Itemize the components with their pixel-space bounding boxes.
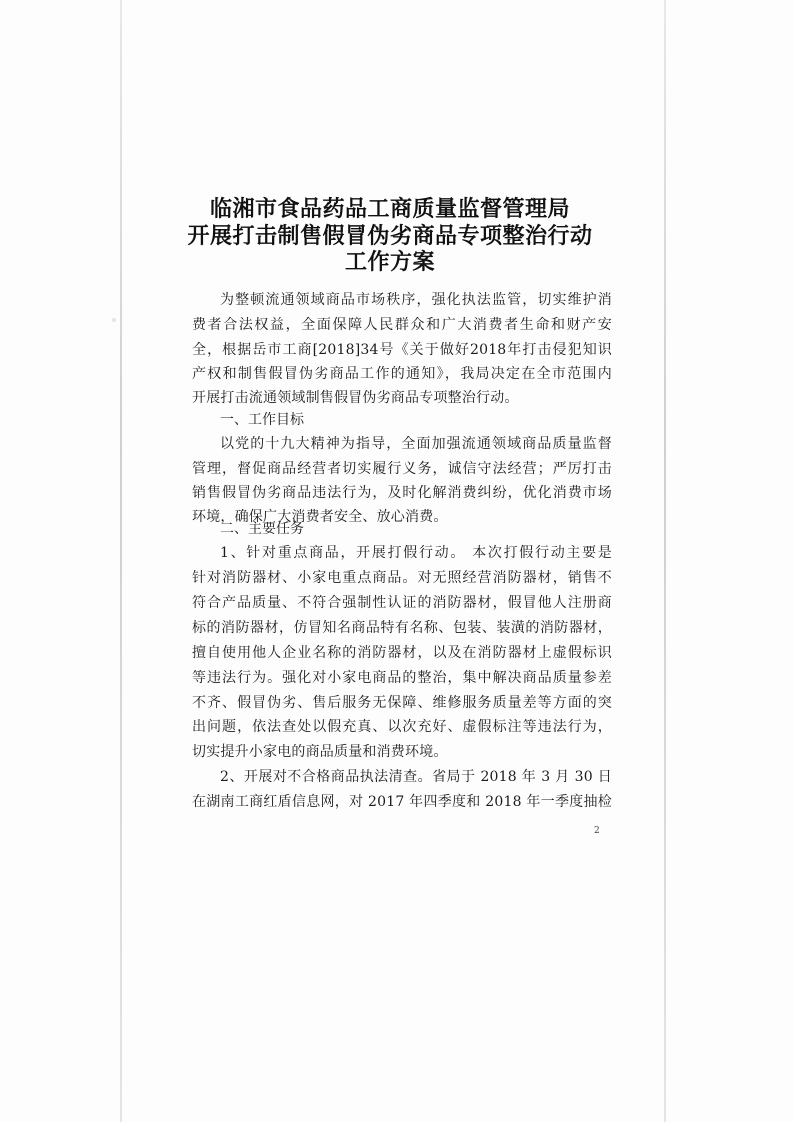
title-line-2: 开展打击制售假冒伪劣商品专项整治行动	[187, 223, 593, 249]
scan-mark	[112, 318, 116, 322]
paragraph-line: 全，根据岳市工商[2018]34号《关于做好2018年打击侵犯知识	[192, 342, 612, 358]
paragraph-line: 针对消防器材、小家电重点商品。对无照经营消防器材，销售不	[192, 570, 612, 586]
paragraph-line: 产权和制售假冒伪劣商品工作的通知》，我局决定在全市范围内	[192, 366, 612, 382]
paragraph-line: 不齐、假冒伪劣、售后服务无保障、维修服务质量差等方面的突	[192, 695, 612, 711]
paragraph-line: 标的消防器材，仿冒知名商品特有名称、包装、装潢的消防器材，	[192, 620, 612, 636]
paragraph-line: 符合产品质量、不符合强制性认证的消防器材，假冒他人注册商	[192, 595, 612, 611]
paragraph-line: 2、开展对不合格商品执法清查。省局于 2018 年 3 月 30 日	[220, 769, 612, 785]
paragraph-line: 1、针对重点商品，开展打假行动。 本次打假行动主要是	[220, 545, 612, 561]
section-heading: 一、工作目标	[220, 412, 304, 428]
title-line-3: 工作方案	[344, 249, 435, 275]
paragraph-line: 环境，确保广大消费者安全、放心消费。	[192, 509, 448, 525]
section-heading: 二、主要任务	[220, 521, 304, 537]
paragraph-line: 出问题，依法查处以假充真、以次充好、虚假标注等违法行为，	[192, 719, 612, 735]
scan-edge-right	[664, 0, 666, 1122]
page-number: 2	[594, 826, 600, 836]
paragraph-line: 擅自使用他人企业名称的消防器材，以及在消防器材上虚假标识	[192, 645, 612, 661]
paragraph-line: 开展打击流通领域制售假冒伪劣商品专项整治行动。	[192, 390, 519, 406]
paragraph-line: 等违法行为。强化对小家电商品的整治，集中解决商品质量参差	[192, 670, 612, 686]
paragraph-line: 以党的十九大精神为指导，全面加强流通领域商品质量监督	[220, 436, 612, 452]
paragraph-line: 为整顿流通领域商品市场秩序，强化执法监管，切实维护消	[220, 292, 612, 308]
paragraph-line: 在湖南工商红盾信息网，对 2017 年四季度和 2018 年一季度抽检	[192, 794, 612, 810]
paragraph-line: 管理，督促商品经营者切实履行义务，诚信守法经营；严厉打击	[192, 461, 612, 477]
paragraph-line: 费者合法权益，全面保障人民群众和广大消费者生命和财产安	[192, 317, 612, 333]
paragraph-line: 销售假冒伪劣商品违法行为，及时化解消费纠纷，优化消费市场	[192, 485, 612, 501]
title-line-1: 临湘市食品药品工商质量监督管理局	[209, 196, 570, 222]
paragraph-line: 切实提升小家电的商品质量和消费环境。	[192, 744, 448, 760]
scan-edge-left	[120, 0, 122, 1122]
